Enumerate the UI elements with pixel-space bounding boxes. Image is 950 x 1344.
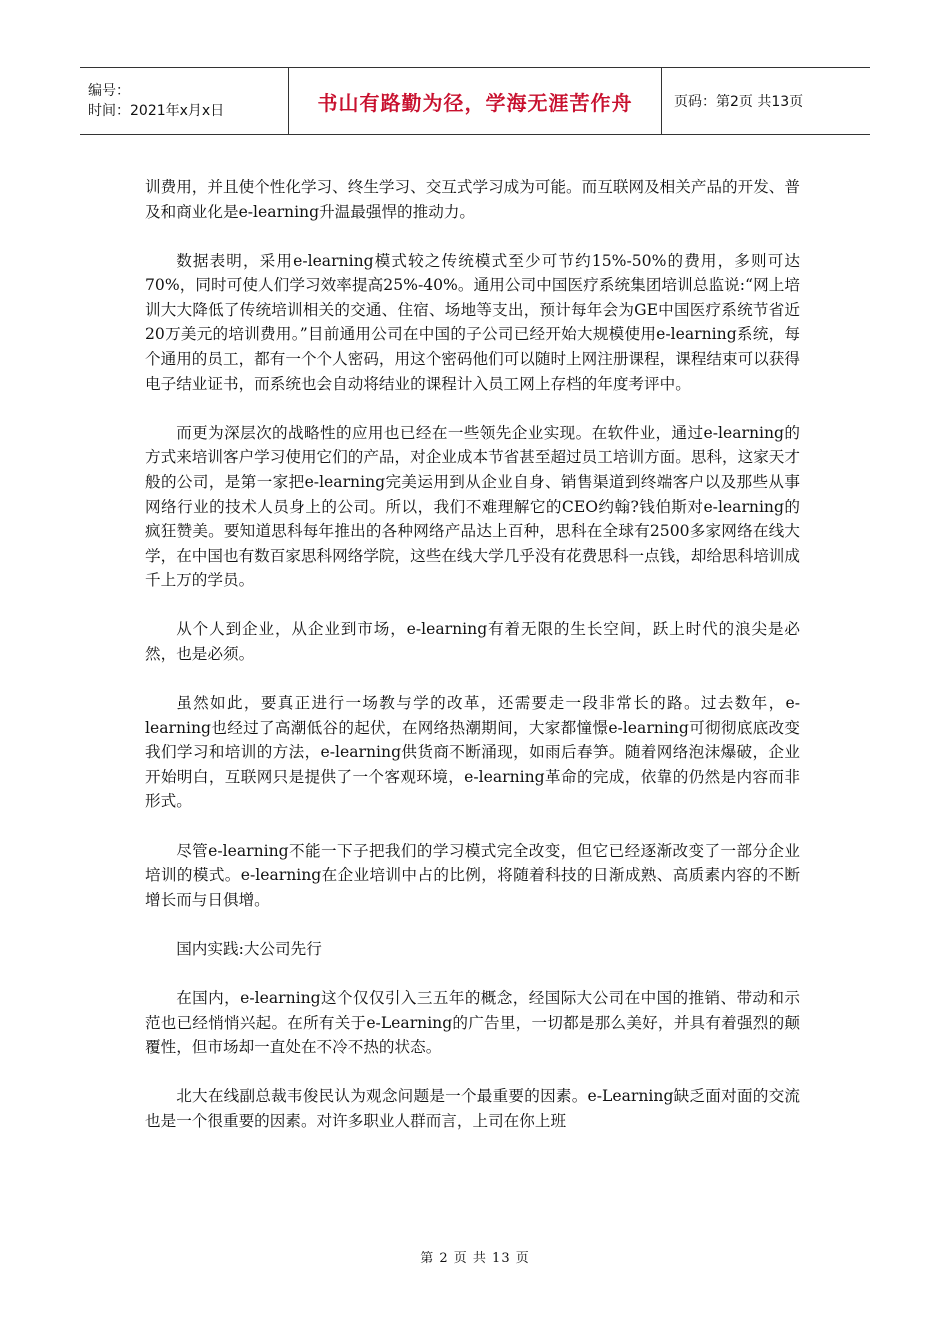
page-header [80, 67, 870, 135]
paragraph: 北大在线副总裁韦俊民认为观念问题是一个最重要的因素。e-Learning缺乏面对面的交流也是一个很重要的因素。对许多职业人群而言，上司在你上班 [145, 1087, 800, 1130]
section-heading: 国内实践:大公司先行 [176, 939, 322, 958]
header-meta [80, 68, 289, 134]
paragraph: 从个人到企业，从企业到市场，e-learning有着无限的生长空间，跃上时代的浪尖是必然，也是必须。 [145, 620, 800, 663]
paragraph: 尽管e-learning不能一下子把我们的学习模式完全改变，但它已经逐渐改变了一部分企业培训的模式。e-learning在企业培训中占的比例，将随着科技的日渐成熟、高质素内容的不断增长而与日俱增。 [145, 841, 800, 909]
document-number-label: 编号： [88, 83, 130, 99]
header-motto: 书山有路勤为径，学海无涯苦作舟 [289, 68, 662, 134]
paragraph: 数据表明，采用e-learning模式较之传统模式至少可节约15%-50%的费用，多则可达70%，同时可使人们学习效率提高25%-40%。通用公司中国医疗系统集团培训总监说:“网上培训大大降低了传统培训相关的交通、住宿、场地等支出，预计每年会为GE中国医疗系统节省近20万美元的培训费用。”目前通用公司在中国的子公司已经开始大规模使用e-learning系统，每个通用的员工，都有一个个人密码，用这个密码他们可以随时上网注册课程，课程结束可以获得电子结业证书，而系统也会自动将结业的课程计入员工网上存档的年度考评中。 [145, 251, 800, 393]
page-footer: 第 2 页 共 13 页 [420, 1251, 530, 1266]
paragraph: 而更为深层次的战略性的应用也已经在一些领先企业实现。在软件业，通过e-learning的方式来培训客户学习使用它们的产品，对企业成本节省甚至超过员工培训方面。思科，这家天才般的公司，是第一家把e-learning完美运用到从企业自身、销售渠道到终端客户以及那些从事网络行业的技术人员身上的公司。所以，我们不难理解它的CEO约翰?钱伯斯对e-learning的疯狂赞美。要知道思科每年推出的各种网络产品达上百种，思科在全球有2500多家网络在线大学，在中国也有数百家思科网络学院，这些在线大学几乎没有花费思科一点钱，却给思科培训成千上万的学员。 [145, 423, 800, 590]
paragraph: 在国内，e-learning这个仅仅引入三五年的概念，经国际大公司在中国的推销、带动和示范也已经悄悄兴起。在所有关于e-Learning的广告里，一切都是那么美好，并具有着强烈的颠覆性，但市场却一直处在不冷不热的状态。 [145, 988, 800, 1057]
document-time-label: 时间：2021年x月x日 [88, 103, 225, 119]
paragraph: 虽然如此，要真正进行一场教与学的改革，还需要走一段非常长的路。过去数年，e-learning也经过了高潮低谷的起伏，在网络热潮期间，大家都憧憬e-learning可彻彻底底改变我们学习和培训的方法，e-learning供货商不断涌现，如雨后春笋。随着网络泡沫爆破，企业开始明白，互联网只是提供了一个客观环境，e-learning革命的完成，依靠的仍然是内容而非形式。 [145, 694, 800, 811]
document-body [145, 175, 800, 1158]
header-page-label: 页码：第2页 共13页 [674, 94, 804, 110]
paragraph: 训费用，并且使个性化学习、终生学习、交互式学习成为可能。而互联网及相关产品的开发、普及和商业化是e-learning升温最强悍的推动力。 [145, 178, 800, 221]
